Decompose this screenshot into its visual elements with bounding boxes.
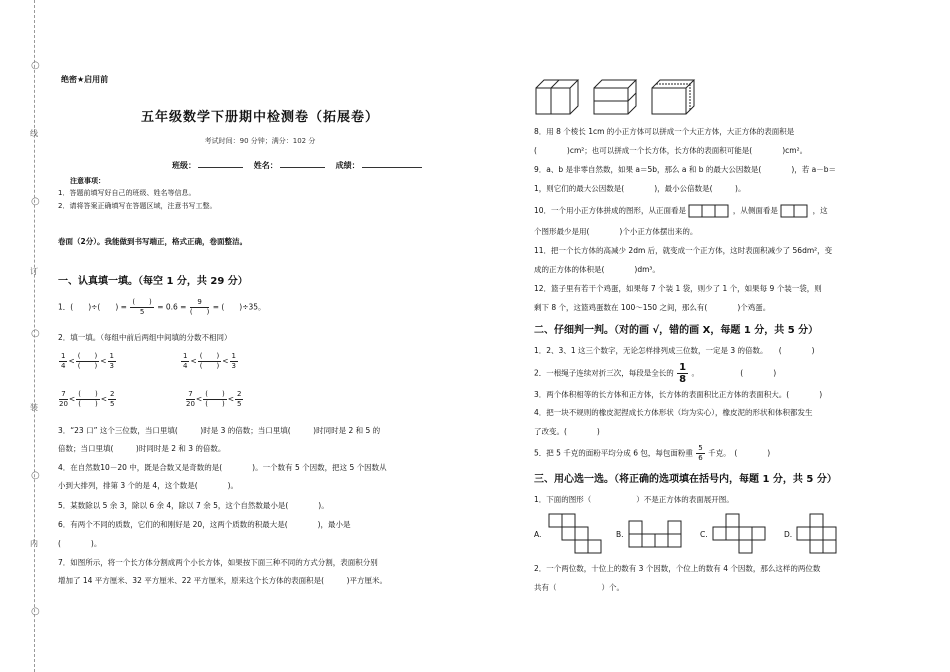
- judge-2: [534, 362, 776, 385]
- cuboid-figures: [534, 78, 704, 118]
- option-c-net[interactable]: [712, 513, 772, 555]
- section-3-title: 三、用心选一选。（将正确的选项填在括号内，每题 1 分，共 5 分）: [534, 474, 837, 485]
- fraction-den: 20: [186, 400, 195, 408]
- question-1: [58, 298, 266, 317]
- q1-part: = 0.6 =: [157, 302, 187, 312]
- fraction: [677, 362, 688, 385]
- option-b-net[interactable]: [628, 520, 688, 550]
- fraction-num: 2: [236, 390, 242, 398]
- fraction-num: 1: [679, 362, 687, 373]
- cuboid-cut-2: [594, 80, 636, 114]
- q10-text: 10．一个用小正方体拼成的图形，从正面看是: [534, 206, 687, 215]
- class-label: 班级：: [172, 161, 196, 170]
- fraction-den: 4: [183, 362, 188, 370]
- binding-char: 线: [30, 129, 38, 138]
- fraction-den: 8: [679, 374, 687, 385]
- judge-5-text: 5．把 5 千克的面粉平均分成 6 包，每包面粉重: [534, 448, 693, 458]
- question-8-line-2: ( )cm²；也可以拼成一个长方体，长方体的表面积可能是( )cm²。: [534, 146, 808, 155]
- choice-2-line-2: 共有（ ）个。: [534, 583, 624, 592]
- question-9-line-2: 1，则它们的最大公因数是( )，最小公倍数是( )。: [534, 184, 746, 193]
- binding-char: 订: [30, 267, 38, 276]
- binding-char: 内: [30, 539, 38, 548]
- neatness-note: 卷面（2分）。我能做到书写端正，格式正确，卷面整洁。: [58, 237, 247, 246]
- q2-row-2b: $\frac{7}{20}$ < ( ) ( ) < $\frac{2}{5}$: [186, 390, 242, 408]
- fraction-num: ( ): [132, 298, 152, 306]
- fraction-num: 2: [109, 390, 115, 398]
- question-6-line-2: ( )。: [58, 539, 102, 548]
- binding-hole: ○: [31, 470, 40, 481]
- judge-2-text: 2．一根绳子连续对折三次，每段是全长的: [534, 368, 674, 378]
- choice-2-line-1: 2．一个两位数，十位上的数有 3 个因数，个位上的数有 4 个因数，那么这样的两位数: [534, 564, 821, 573]
- question-5: 5．某数除以 5 余 3，除以 6 余 4，除以 7 余 5，这个自然数最小是( )。: [58, 501, 329, 510]
- fraction-den: 3: [109, 362, 114, 370]
- score-field[interactable]: [362, 167, 422, 168]
- fraction-den: ( ): [189, 308, 210, 316]
- judge-4-line-1: 4．把一块不规则的橡皮泥捏成长方体形状（均为实心），橡皮泥的形状和体积都发生: [534, 408, 813, 417]
- fraction-den: 5: [109, 400, 115, 408]
- section-1-title: 一、认真填一填。（每空 1 分，共 29 分）: [58, 276, 248, 287]
- page-title: 五年级数学下册期中检测卷（拓展卷）: [140, 110, 379, 125]
- option-d-label[interactable]: D.: [784, 530, 793, 539]
- fraction-den: 6: [698, 454, 703, 462]
- fraction-num: 5: [698, 444, 703, 452]
- q1-part: = ( )÷35。: [212, 302, 266, 312]
- binding-hole: ○: [31, 196, 40, 207]
- binding-margin: [0, 0, 40, 672]
- binding-hole: ○: [31, 328, 40, 339]
- question-7-line-1: 7．如图所示，将一个长方体分割成两个小长方体，如果按下面三种不同的方式分割，表面积分别: [58, 558, 378, 567]
- binding-hole: ○: [31, 60, 40, 71]
- fraction: [696, 444, 704, 463]
- question-3-line-1: 3．“23 口” 这个三位数，当口里填( )时是 3 的倍数；当口里填( )时同时是 2 和 5 的: [58, 426, 381, 435]
- option-a-label[interactable]: A.: [534, 530, 542, 539]
- fraction: [190, 298, 209, 317]
- side-view-figure: [780, 204, 810, 218]
- secret-label: 绝密★启用前: [61, 75, 109, 84]
- fraction-num: 1: [61, 352, 66, 360]
- fraction-den: 4: [61, 362, 66, 370]
- question-4-line-2: 小到大排列，排第 3 个的是 4，这个数是( )。: [58, 481, 239, 490]
- exam-info: 考试时间：90 分钟；满分：102 分: [204, 137, 316, 145]
- fraction-den: 5: [139, 308, 145, 316]
- q1-part: 1．( )÷( ) =: [58, 302, 127, 312]
- judge-5-text: 千克。 ( ): [708, 448, 771, 458]
- judge-2-text: 。 ( ): [691, 368, 777, 378]
- binding-char: 装: [30, 403, 38, 412]
- q2-row-2a: $\frac{7}{20}$ < ( ) ( ) < $\frac{2}{5}$: [59, 390, 115, 408]
- question-11-line-2: 成的正方体的体积是( )dm³。: [534, 265, 660, 274]
- front-view-figure: [688, 204, 730, 218]
- name-label: 姓名：: [253, 161, 278, 170]
- fraction-num: 7: [186, 390, 195, 400]
- option-d-net[interactable]: [796, 513, 852, 555]
- question-12-line-1: 12．篮子里有若干个鸡蛋，如果每 7 个装 1 袋，则少了 1 个，如果每 9 个装一袋，则: [534, 284, 822, 293]
- q2-row-1a: $\frac{1}{4}$ < ( ) ( ) < $\frac{1}{3}$: [61, 352, 114, 370]
- question-3-line-2: 倍数；当口里填( )时同时是 2 和 3 的倍数。: [58, 444, 226, 453]
- notes-heading: 注意事项：: [70, 177, 105, 185]
- binding-hole: ○: [31, 606, 40, 617]
- q10-text: ，这: [812, 206, 828, 215]
- fraction-den: 5: [236, 400, 242, 408]
- score-label: 成绩：: [335, 161, 360, 170]
- fraction-den: 20: [59, 400, 68, 408]
- fraction-den: 3: [231, 362, 236, 370]
- class-field[interactable]: [198, 167, 243, 168]
- option-b-label[interactable]: B.: [616, 530, 624, 539]
- fraction-num: 7: [59, 390, 68, 400]
- judge-3: 3．两个体积相等的长方体和正方体，长方体的表面积比正方体的表面积大。( ): [534, 390, 823, 399]
- option-a-net[interactable]: [548, 513, 604, 555]
- note-item: 2．请将答案正确填写在答题区域，注意书写工整。: [58, 202, 217, 210]
- judge-1: 1．2、3、1 这三个数字，无论怎样排列成三位数，一定是 3 的倍数。 ( ): [534, 346, 815, 355]
- judge-4-line-2: 了改变。( ): [534, 427, 600, 436]
- question-9-line-1: 9．a、b 是非零自然数，如果 a＝5b，那么 a 和 b 的最大公因数是( )，若 a－b＝: [534, 165, 837, 174]
- fraction-num: 9: [190, 298, 209, 308]
- question-12-line-2: 剩下 8 个，这篮鸡蛋数在 100～150 之间，那么有( )个鸡蛋。: [534, 303, 771, 312]
- question-4-line-1: 4．在自然数10－20 中，既是合数又是奇数的是( )。一个数有 5 个因数，把这 5 个因数从: [58, 463, 387, 472]
- choice-1: 1．下面的图形（ ）不是正方体的表面展开图。: [534, 495, 734, 504]
- q2-row-1b: $\frac{1}{4}$ < ( ) ( ) < $\frac{1}{3}$: [183, 352, 236, 370]
- question-10-line-1: [534, 204, 828, 218]
- fraction-num: 1: [183, 352, 188, 360]
- section-2-title: 二、仔细判一判。（对的画 √，错的画 X，每题 1 分，共 5 分）: [534, 325, 819, 336]
- judge-5: [534, 444, 770, 463]
- question-2: 2．填一填。（每组中前后两组中间填的分数不相同）: [58, 333, 232, 342]
- fraction-num: 1: [109, 352, 114, 360]
- question-6-line-1: 6．有两个不同的质数，它们的和刚好是 20，这两个质数的积最大是( )，最小是: [58, 520, 351, 529]
- cuboid-cut-1: [536, 80, 578, 114]
- q10-text: ，从侧面看是: [732, 206, 778, 215]
- question-11-line-1: 11．把一个长方体的高减少 2dm 后，就变成一个正方体，这时表面积减少了 56dm²，变: [534, 246, 833, 255]
- fraction: [130, 298, 153, 317]
- student-fields: [172, 160, 430, 171]
- name-field[interactable]: [280, 167, 325, 168]
- cuboid-cut-3: [652, 80, 694, 114]
- question-10-line-2: 个图形最少是用( )个小正方体摆出来的。: [534, 227, 698, 236]
- question-8-line-1: 8．用 8 个棱长 1cm 的小正方体可以拼成一个大正方体，大正方体的表面积是: [534, 127, 795, 136]
- option-c-label[interactable]: C.: [700, 530, 708, 539]
- note-item: 1．答题前填写好自己的班级、姓名等信息。: [58, 189, 196, 197]
- fraction-num: 1: [231, 352, 236, 360]
- question-7-line-2: 增加了 14 平方厘米、32 平方厘米、22 平方厘米，原来这个长方体的表面积是( )平方厘米。: [58, 576, 388, 585]
